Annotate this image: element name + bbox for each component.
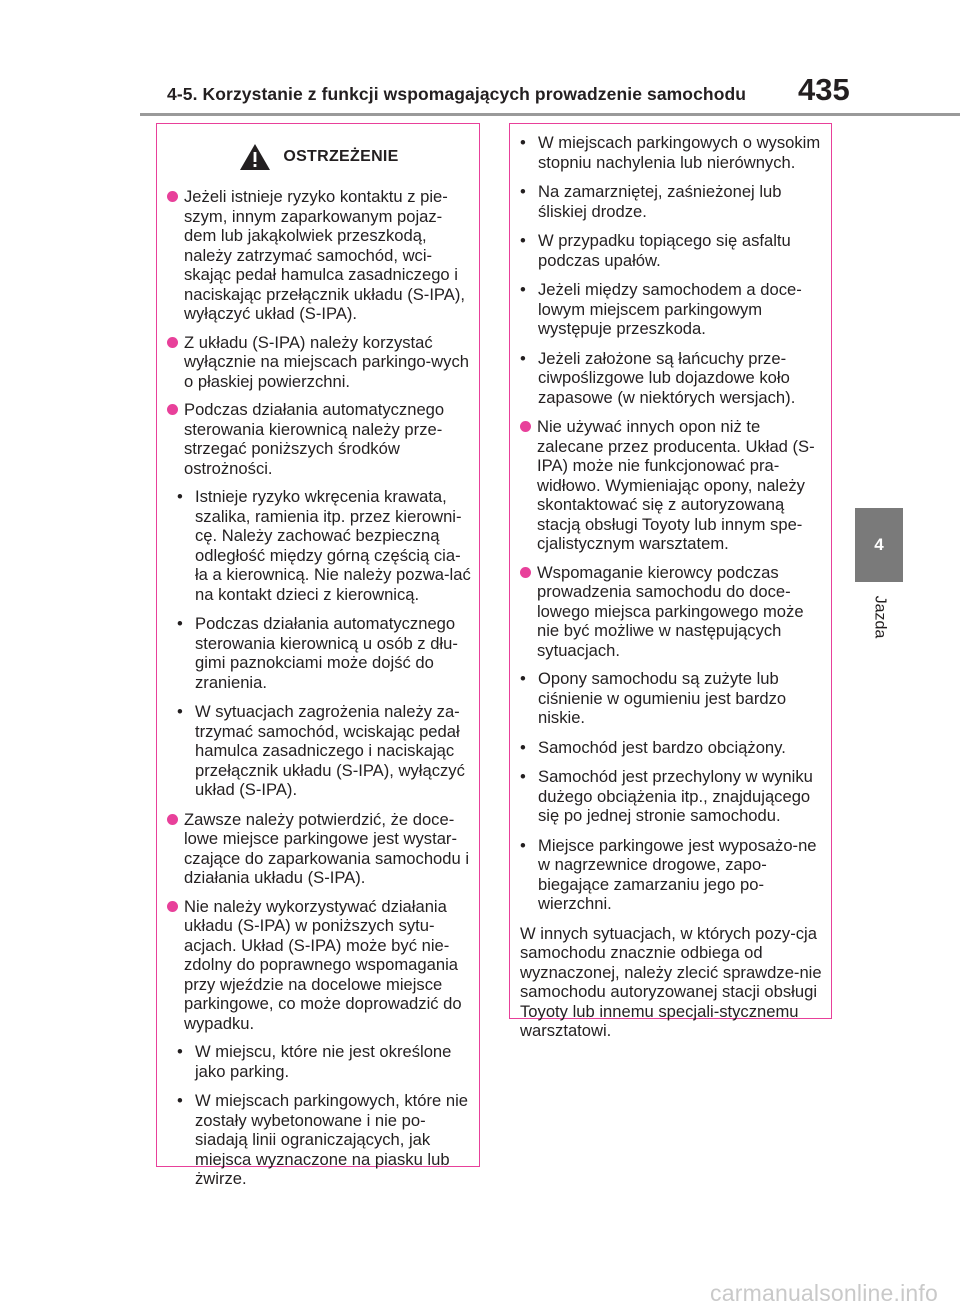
pink-bullet-icon [167, 814, 178, 825]
list-item [167, 1042, 471, 1081]
closing-paragraph: W innych sytuacjach, w których pozy-cja samochodu znacznie odbiega od wyznaczonej, należy zlecić sprawdze-nie samochodu autoryzowanej stacji obsługi Toyoty lub innemu specjali-stycznemu warsztatowi. [520, 923, 822, 1040]
bullet-mark: • [520, 182, 526, 201]
bullet-mark: • [520, 767, 526, 786]
bullet-mark: • [520, 737, 526, 757]
bullet-mark: • [177, 614, 183, 633]
warning-box [156, 123, 480, 1188]
list-item [167, 487, 471, 604]
warning-triangle-icon [239, 143, 271, 171]
watermark: carmanualsonline.info [710, 1280, 938, 1306]
warning-heading-text: OSTRZEŻENIE [283, 148, 399, 166]
list-item [510, 738, 823, 758]
list-item-text: Istnieje ryzyko wkręcenia krawata, szalika, ramienia itp. przez kierowni-cę. Należy zachować bezpieczną odległość między górną częścią cia-ła a kierownicą. Nie należy pozwa-lać na kontakt dzieci z kierownicą. [195, 487, 471, 604]
list-item-text: Samochód jest bardzo obciążony. [538, 737, 786, 757]
warning-paragraph [167, 333, 471, 392]
list-item-text: Miejsce parkingowe jest wyposażo-ne w nagrzewnice drogowe, zapo-biegające zamarzaniu jego po-wierzchni. [538, 835, 817, 913]
list-item [510, 280, 823, 339]
paragraph-text: Wspomaganie kierowcy podczas prowadzenia samochodu do doce-lowego miejsca parkingowego może nie być możliwe w następujących sytuacjach. [537, 562, 804, 660]
paragraph-text: Nie używać innych opon niż te zalecane przez producenta. Układ (S-IPA) może nie funkcjonować pra-widłowo. Wymieniając opony, należy skontaktować się z autoryzowaną stacją obsługi Toyoty lub innym spe-cjalistycznym warsztatem. [537, 417, 815, 553]
bullet-mark: • [520, 231, 526, 250]
list-item [510, 836, 823, 914]
list-item [510, 767, 823, 826]
paragraph-text: Podczas działania automatycznego sterowania kierownicą należy prze-strzegać poniższych środków ostrożności. [184, 400, 445, 478]
bullet-mark: • [177, 702, 183, 721]
list-item-text: Opony samochodu są zużyte lub ciśnienie w ogumieniu jest bardzo niskie. [538, 669, 787, 727]
chapter-number: 4 [874, 535, 884, 554]
bullet-mark: • [520, 835, 526, 855]
list-item-text: Na zamarzniętej, zaśnieżonej lub śliskiej drodze. [538, 182, 782, 221]
warning-paragraph [520, 563, 823, 661]
bullet-mark: • [177, 1042, 183, 1061]
warning-paragraph [167, 400, 471, 478]
paragraph-text: Jeżeli istnieje ryzyko kontaktu z pie-szym, innym zaparkowanym pojaz-dem lub jakąkolwiek przeszkodą, należy zatrzymać samochód, wci-skając pedał hamulca zasadniczego i naciskając przełącznik układu (S-IPA), wyłączyć układ (S-IPA). [184, 187, 465, 323]
warning-paragraph [167, 810, 471, 888]
pink-bullet-icon [167, 191, 178, 202]
bullet-mark: • [177, 487, 183, 506]
list-item [510, 349, 823, 408]
list-item [167, 614, 471, 692]
list-item [167, 702, 471, 800]
pink-bullet-icon [167, 404, 178, 415]
section-title: 4-5. Korzystanie z funkcji wspomagających prowadzenie samochodu [167, 84, 747, 104]
warning-paragraph [167, 187, 471, 324]
list-item [510, 231, 823, 270]
paragraph-text: Zawsze należy potwierdzić, że doce-lowe miejsce parkingowe jest wystar-czające do zaparkowania samochodu i działania układu (S-IPA). [184, 809, 470, 887]
pink-bullet-icon [167, 901, 178, 912]
list-item [167, 1091, 471, 1189]
pink-bullet-icon [167, 337, 178, 348]
list-item [510, 133, 823, 172]
bullet-mark: • [177, 1091, 183, 1110]
paragraph-text: Z układu (S-IPA) należy korzystać wyłącznie na miejscach parkingo-wych o płaskiej powierzchni. [184, 332, 469, 391]
list-item-text: Jeżeli założone są łańcuchy prze-ciwpoślizgowe lub dojazdowe koło zapasowe (w niektórych wersjach). [538, 348, 796, 407]
bullet-mark: • [520, 280, 526, 299]
list-item-text: W sytuacjach zagrożenia należy za-trzymać samochód, wciskając pedał hamulca zasadniczego i naciskając przełącznik układu (S-IPA), wyłączyć układ (S-IPA). [195, 702, 465, 799]
warning-paragraph [520, 417, 823, 554]
list-item-text: Jeżeli między samochodem a doce-lowym miejscem parkingowym występuje przeszkoda. [538, 280, 802, 338]
warning-box-continued [509, 123, 832, 1040]
chapter-label-text: Jazda [870, 595, 888, 639]
list-item-text: W przypadku topiącego się asfaltu podczas upałów. [538, 231, 791, 270]
list-item [510, 669, 823, 728]
list-item-text: W miejscu, które nie jest określone jako parking. [195, 1042, 452, 1081]
list-item-text: Podczas działania automatycznego sterowania kierownicą u osób z dłu-gimi paznokciami może dojść do zranienia. [195, 614, 458, 692]
bullet-mark: • [520, 133, 526, 152]
header-divider [140, 113, 960, 116]
list-item [510, 182, 823, 221]
chapter-label [855, 582, 903, 652]
list-item-text: Samochód jest przechylony w wyniku dużego obciążenia itp., znajdującego się po jednej stronie samochodu. [538, 767, 813, 825]
warning-heading [167, 137, 471, 177]
paragraph-text: Nie należy wykorzystywać działania układu (S-IPA) w poniższych sytu-acjach. Układ (S-IPA) może być nie-zdolny do poprawnego wspomagania przy wjeździe na docelowe miejsce parkingowe, co może doprowadzić do wypadku. [184, 896, 462, 1033]
warning-paragraph [167, 897, 471, 1034]
bullet-mark: • [520, 669, 526, 688]
bullet-mark: • [520, 348, 526, 368]
chapter-tab[interactable] [855, 508, 903, 582]
page-number: 435 [798, 72, 850, 107]
list-item-text: W miejscach parkingowych, które nie zostały wybetonowane i nie po-siadają linii ograniczających, jak miejsca wyznaczone na piasku lub żwirze. [195, 1091, 468, 1188]
pink-bullet-icon [520, 567, 531, 578]
pink-bullet-icon [520, 421, 531, 432]
list-item-text: W miejscach parkingowych o wysokim stopniu nachylenia lub nierównych. [538, 133, 821, 172]
